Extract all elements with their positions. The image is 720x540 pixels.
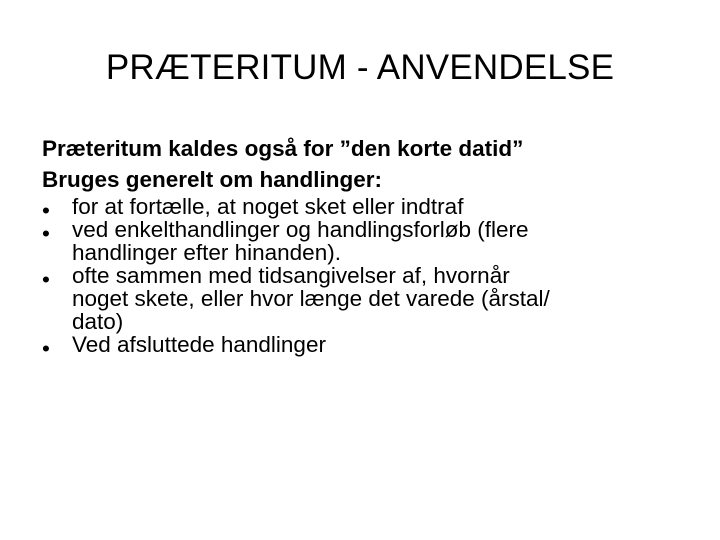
- bullet-line: dato): [72, 309, 124, 335]
- intro-line-2: Bruges generelt om handlinger:: [42, 167, 383, 193]
- bullet-line: ved enkelthandlinger og handlingsforløb (flere: [72, 217, 529, 243]
- bullet-dot-icon: •: [42, 267, 50, 293]
- bullet-line: for at fortælle, at noget sket eller indtraf: [72, 194, 464, 220]
- slide-title: PRÆTERITUM - ANVENDELSE: [105, 48, 615, 87]
- bullet-dot-icon: •: [42, 221, 50, 247]
- bullet-item: [42, 264, 692, 333]
- bullet-item: [42, 194, 692, 224]
- bullet-dot-icon: •: [42, 198, 50, 224]
- bullet-line: handlinger efter hinanden).: [72, 240, 341, 266]
- bullet-line: Ved afsluttede handlinger: [72, 332, 326, 358]
- bullet-item: [42, 332, 692, 362]
- bullet-line: noget skete, eller hvor længe det varede (årstal/: [72, 286, 550, 312]
- bullet-line: ofte sammen med tidsangivelser af, hvornår: [72, 263, 510, 289]
- slide-body: [42, 133, 692, 362]
- bullet-dot-icon: •: [42, 336, 50, 362]
- bullet-list: [42, 194, 692, 362]
- intro-line-1: Præteritum kaldes også for ”den korte datid”: [42, 136, 524, 161]
- bullet-item: [42, 218, 692, 264]
